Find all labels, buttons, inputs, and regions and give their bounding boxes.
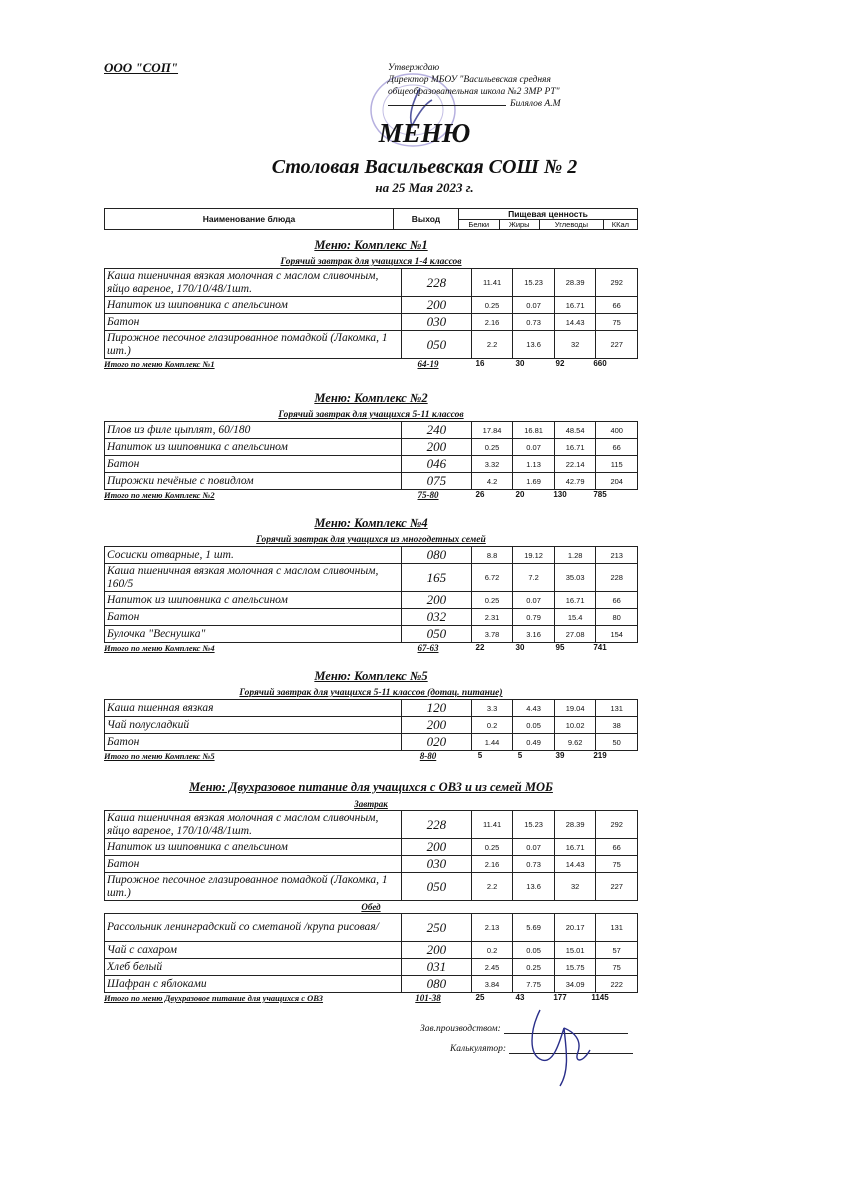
dish-carbs: 32 — [554, 331, 596, 359]
menu-subtitle: Горячий завтрак для учащихся 5-11 классов — [278, 410, 464, 420]
dish-carbs: 14.43 — [554, 856, 596, 873]
dish-fats: 15.23 — [513, 269, 555, 297]
header-name: Наименование блюда — [105, 209, 394, 230]
header-nutrition: Пищевая ценность — [459, 209, 638, 220]
dish-carbs: 32 — [554, 873, 596, 901]
dish-kcal: 222 — [596, 976, 638, 993]
breakfast-label: Завтрак — [354, 799, 388, 809]
dish-carbs: 20.17 — [554, 914, 596, 942]
dish-name: Батон — [105, 856, 402, 873]
dish-proteins: 0.25 — [471, 839, 513, 856]
dish-kcal: 228 — [596, 564, 638, 592]
dish-proteins: 0.25 — [471, 297, 513, 314]
table-row — [105, 297, 638, 314]
menu-total — [104, 751, 638, 762]
dish-fats: 3.16 — [513, 626, 555, 643]
dish-name: Напиток из шиповника с апельсином — [105, 839, 402, 856]
total-fats: 20 — [515, 490, 525, 499]
dish-fats: 7.2 — [513, 564, 555, 592]
table-row — [105, 331, 638, 359]
dish-proteins: 4.2 — [471, 473, 513, 490]
dish-name: Батон — [105, 609, 402, 626]
dish-proteins: 2.13 — [471, 914, 513, 942]
dish-name: Каша пшеничная вязкая молочная с маслом сливочным, яйцо вареное, 170/10/48/1шт. — [105, 269, 402, 297]
dish-fats: 0.05 — [513, 717, 555, 734]
table-row — [105, 700, 638, 717]
dish-carbs: 14.43 — [554, 314, 596, 331]
dish-carbs: 15.75 — [554, 959, 596, 976]
total-kcal: 660 — [593, 359, 607, 368]
total-proteins: 5 — [477, 751, 483, 760]
dish-name: Чай с сахаром — [105, 942, 402, 959]
dish-kcal: 154 — [596, 626, 638, 643]
dish-name: Напиток из шиповника с апельсином — [105, 297, 402, 314]
dish-proteins: 8.8 — [471, 547, 513, 564]
dish-proteins: 0.2 — [471, 942, 513, 959]
dish-output: 200 — [401, 717, 471, 734]
dish-name: Батон — [105, 734, 402, 751]
total-label: Итого по меню Двухразовое питание для учащихся с ОВЗ — [104, 993, 324, 1003]
table-row — [105, 269, 638, 297]
dish-kcal: 115 — [596, 456, 638, 473]
total-output: 101-38 — [415, 993, 441, 1003]
dish-name: Напиток из шиповника с апельсином — [105, 592, 402, 609]
total-output: 64-19 — [417, 359, 439, 369]
total-proteins: 22 — [475, 643, 485, 652]
table-row — [105, 959, 638, 976]
menu-subtitle: Горячий завтрак для учащихся 1-4 классов — [280, 257, 462, 267]
dish-name: Пирожное песочное глазированное помадкой (Лакомка, 1 шт.) — [105, 331, 402, 359]
menu-title: Меню: Комплекс №2 — [314, 391, 428, 405]
dish-name: Каша пшеничная вязкая молочная с маслом сливочным, 160/5 — [105, 564, 402, 592]
dish-name: Пирожки печёные с повидлом — [105, 473, 402, 490]
menu-total — [104, 490, 638, 501]
dish-kcal: 75 — [596, 959, 638, 976]
dish-output: 030 — [401, 314, 471, 331]
dish-proteins: 0.2 — [471, 717, 513, 734]
total-proteins: 25 — [475, 993, 485, 1002]
table-row — [105, 811, 638, 839]
dish-kcal: 66 — [596, 839, 638, 856]
menu-section — [104, 669, 638, 762]
dish-output: 250 — [401, 914, 471, 942]
dish-carbs: 16.71 — [554, 839, 596, 856]
menu-title: Меню: Комплекс №4 — [314, 516, 428, 530]
total-output: 67-63 — [417, 643, 439, 653]
table-row — [105, 314, 638, 331]
approval-line3: общеобразовательная школа №2 ЗМР РТ" — [388, 87, 560, 97]
table-row — [105, 439, 638, 456]
menu-subtitle: Горячий завтрак для учащихся из многодетных семей — [256, 535, 486, 545]
total-kcal: 785 — [593, 490, 607, 499]
dish-proteins: 2.16 — [471, 856, 513, 873]
header-fats: Жиры — [499, 220, 539, 230]
dish-kcal: 66 — [596, 592, 638, 609]
table-row — [105, 547, 638, 564]
dish-carbs: 16.71 — [554, 297, 596, 314]
menu-title: Меню: Двухразовое питание для учащихся с ОВЗ и из семей МОБ — [189, 780, 553, 794]
dish-carbs: 10.02 — [554, 717, 596, 734]
table-row — [105, 914, 638, 942]
dish-carbs: 16.71 — [554, 592, 596, 609]
dish-proteins: 0.25 — [471, 592, 513, 609]
total-kcal: 219 — [593, 751, 607, 760]
dish-carbs: 34.09 — [554, 976, 596, 993]
menu-section-ovz — [104, 780, 638, 1004]
dish-proteins: 3.84 — [471, 976, 513, 993]
dish-proteins: 17.84 — [471, 422, 513, 439]
dish-proteins: 2.31 — [471, 609, 513, 626]
dish-fats: 0.73 — [513, 856, 555, 873]
approval-line1: Утверждаю — [388, 63, 440, 73]
lunch-label: Обед — [361, 902, 381, 912]
dish-carbs: 28.39 — [554, 269, 596, 297]
dish-name: Рассольник ленинградский со сметаной /крупа рисовая/ — [105, 914, 402, 942]
dish-kcal: 57 — [596, 942, 638, 959]
total-fats: 5 — [517, 751, 523, 760]
total-proteins: 16 — [475, 359, 485, 368]
dish-kcal: 75 — [596, 314, 638, 331]
dish-output: 075 — [401, 473, 471, 490]
dish-proteins: 11.41 — [471, 811, 513, 839]
dish-carbs: 1.28 — [554, 547, 596, 564]
dish-carbs: 22.14 — [554, 456, 596, 473]
dish-fats: 0.73 — [513, 314, 555, 331]
menu-total — [104, 359, 638, 370]
dish-output: 228 — [401, 811, 471, 839]
dish-proteins: 3.32 — [471, 456, 513, 473]
approval-block — [388, 62, 561, 110]
dish-fats: 7.75 — [513, 976, 555, 993]
dish-kcal: 400 — [596, 422, 638, 439]
total-label: Итого по меню Комплекс №5 — [104, 751, 215, 761]
table-row — [105, 473, 638, 490]
dish-kcal: 292 — [596, 811, 638, 839]
dish-fats: 0.49 — [513, 734, 555, 751]
signature-line — [388, 105, 506, 106]
total-carbs: 130 — [553, 490, 567, 499]
table-row — [105, 717, 638, 734]
menu-section — [104, 516, 638, 654]
header-kcal: ККал — [603, 220, 637, 230]
dish-name: Батон — [105, 314, 402, 331]
dish-name: Пирожное песочное глазированное помадкой (Лакомка, 1 шт.) — [105, 873, 402, 901]
dish-output: 200 — [401, 439, 471, 456]
dish-output: 228 — [401, 269, 471, 297]
dish-proteins: 2.45 — [471, 959, 513, 976]
total-kcal: 741 — [593, 643, 607, 652]
dish-output: 240 — [401, 422, 471, 439]
dish-output: 020 — [401, 734, 471, 751]
menu-subtitle: Горячий завтрак для учащихся 5-11 классов (дотац. питание) — [239, 688, 503, 698]
total-output: 75-80 — [417, 490, 439, 500]
table-row — [105, 976, 638, 993]
total-label: Итого по меню Комплекс №2 — [104, 490, 215, 500]
menu-title: Меню: Комплекс №5 — [314, 669, 428, 683]
dish-output: 080 — [401, 976, 471, 993]
dish-output: 200 — [401, 297, 471, 314]
page-date: на 25 Мая 2023 г. — [375, 180, 474, 195]
dish-fats: 0.07 — [513, 297, 555, 314]
total-carbs: 92 — [555, 359, 565, 368]
total-output: 8-80 — [419, 751, 437, 761]
total-fats: 43 — [515, 993, 525, 1002]
dish-fats: 0.07 — [513, 592, 555, 609]
dish-kcal: 131 — [596, 914, 638, 942]
dish-output: 050 — [401, 331, 471, 359]
dish-carbs: 28.39 — [554, 811, 596, 839]
dish-fats: 4.43 — [513, 700, 555, 717]
dish-proteins: 3.78 — [471, 626, 513, 643]
dish-fats: 13.6 — [513, 873, 555, 901]
dish-carbs: 16.71 — [554, 439, 596, 456]
dish-carbs: 42.79 — [554, 473, 596, 490]
dish-output: 200 — [401, 942, 471, 959]
total-carbs: 39 — [555, 751, 565, 760]
dish-kcal: 227 — [596, 331, 638, 359]
dish-kcal: 38 — [596, 717, 638, 734]
dish-proteins: 3.3 — [471, 700, 513, 717]
column-header — [104, 208, 638, 230]
table-row — [105, 592, 638, 609]
dish-proteins: 1.44 — [471, 734, 513, 751]
total-proteins: 26 — [475, 490, 485, 499]
table-row — [105, 564, 638, 592]
dish-fats: 15.23 — [513, 811, 555, 839]
page-title: МЕНЮ — [378, 118, 471, 148]
dish-carbs: 9.62 — [554, 734, 596, 751]
approval-line2: Директор МБОУ "Васильевская средняя — [388, 75, 551, 85]
dish-name: Батон — [105, 456, 402, 473]
dish-kcal: 50 — [596, 734, 638, 751]
table-row — [105, 456, 638, 473]
menu-section — [104, 391, 638, 501]
dish-name: Чай полусладкий — [105, 717, 402, 734]
table-row — [105, 626, 638, 643]
organization-name: ООО "СОП" — [104, 60, 179, 75]
dish-fats: 13.6 — [513, 331, 555, 359]
dish-kcal: 80 — [596, 609, 638, 626]
dish-output: 050 — [401, 873, 471, 901]
page-subtitle: Столовая Васильевская СОШ № 2 — [271, 156, 578, 178]
header-proteins: Белки — [459, 220, 500, 230]
dish-carbs: 15.01 — [554, 942, 596, 959]
dish-kcal: 213 — [596, 547, 638, 564]
dish-fats: 16.81 — [513, 422, 555, 439]
menu-section — [104, 238, 638, 370]
dish-fats: 0.25 — [513, 959, 555, 976]
dish-output: 030 — [401, 856, 471, 873]
total-fats: 30 — [515, 359, 525, 368]
dish-fats: 5.69 — [513, 914, 555, 942]
total-fats: 30 — [515, 643, 525, 652]
dish-kcal: 75 — [596, 856, 638, 873]
dish-name: Сосиски отварные, 1 шт. — [105, 547, 402, 564]
dish-name: Каша пшенная вязкая — [105, 700, 402, 717]
dish-proteins: 2.2 — [471, 873, 513, 901]
menu-total — [104, 643, 638, 654]
dish-proteins: 11.41 — [471, 269, 513, 297]
dish-proteins: 6.72 — [471, 564, 513, 592]
dish-proteins: 2.16 — [471, 314, 513, 331]
dish-carbs: 27.08 — [554, 626, 596, 643]
dish-fats: 19.12 — [513, 547, 555, 564]
dish-name: Каша пшеничная вязкая молочная с маслом сливочным, яйцо вареное, 170/10/48/1шт. — [105, 811, 402, 839]
total-label: Итого по меню Комплекс №1 — [104, 359, 215, 369]
dish-kcal: 204 — [596, 473, 638, 490]
dish-name: Хлеб белый — [105, 959, 402, 976]
dish-kcal: 66 — [596, 297, 638, 314]
dish-fats: 0.05 — [513, 942, 555, 959]
dish-output: 120 — [401, 700, 471, 717]
dish-carbs: 19.04 — [554, 700, 596, 717]
table-row — [105, 839, 638, 856]
dish-output: 032 — [401, 609, 471, 626]
dish-fats: 0.79 — [513, 609, 555, 626]
dish-kcal: 131 — [596, 700, 638, 717]
dish-proteins: 0.25 — [471, 439, 513, 456]
total-kcal: 1145 — [591, 993, 609, 1002]
total-label: Итого по меню Комплекс №4 — [104, 643, 215, 653]
dish-kcal: 292 — [596, 269, 638, 297]
dish-output: 200 — [401, 839, 471, 856]
dish-fats: 0.07 — [513, 439, 555, 456]
footer-production-label: Зав.производством: — [420, 1024, 501, 1034]
footer-calculator-label: Калькулятор: — [450, 1044, 507, 1054]
dish-name: Булочка "Веснушка" — [105, 626, 402, 643]
dish-carbs: 15.4 — [554, 609, 596, 626]
dish-name: Напиток из шиповника с апельсином — [105, 439, 402, 456]
dish-output: 050 — [401, 626, 471, 643]
dish-fats: 0.07 — [513, 839, 555, 856]
total-carbs: 177 — [553, 993, 567, 1002]
header-carbs: Углеводы — [539, 220, 603, 230]
dish-fats: 1.13 — [513, 456, 555, 473]
approval-signer: Билялов А.М — [510, 99, 561, 109]
dish-name: Плов из филе цыплят, 60/180 — [105, 422, 402, 439]
dish-name: Шафран с яблоками — [105, 976, 402, 993]
table-row — [105, 609, 638, 626]
dish-output: 080 — [401, 547, 471, 564]
dish-fats: 1.69 — [513, 473, 555, 490]
dish-output: 031 — [401, 959, 471, 976]
total-carbs: 95 — [555, 643, 565, 652]
dish-output: 200 — [401, 592, 471, 609]
table-row — [105, 873, 638, 901]
menu-title: Меню: Комплекс №1 — [314, 238, 428, 252]
table-row — [105, 856, 638, 873]
signature-icon — [520, 1000, 600, 1090]
dish-output: 046 — [401, 456, 471, 473]
dish-output: 165 — [401, 564, 471, 592]
table-row — [105, 734, 638, 751]
table-row — [105, 422, 638, 439]
table-row — [105, 942, 638, 959]
dish-carbs: 35.03 — [554, 564, 596, 592]
dish-carbs: 48.54 — [554, 422, 596, 439]
header-output: Выход — [394, 209, 459, 230]
dish-kcal: 66 — [596, 439, 638, 456]
dish-proteins: 2.2 — [471, 331, 513, 359]
dish-kcal: 227 — [596, 873, 638, 901]
